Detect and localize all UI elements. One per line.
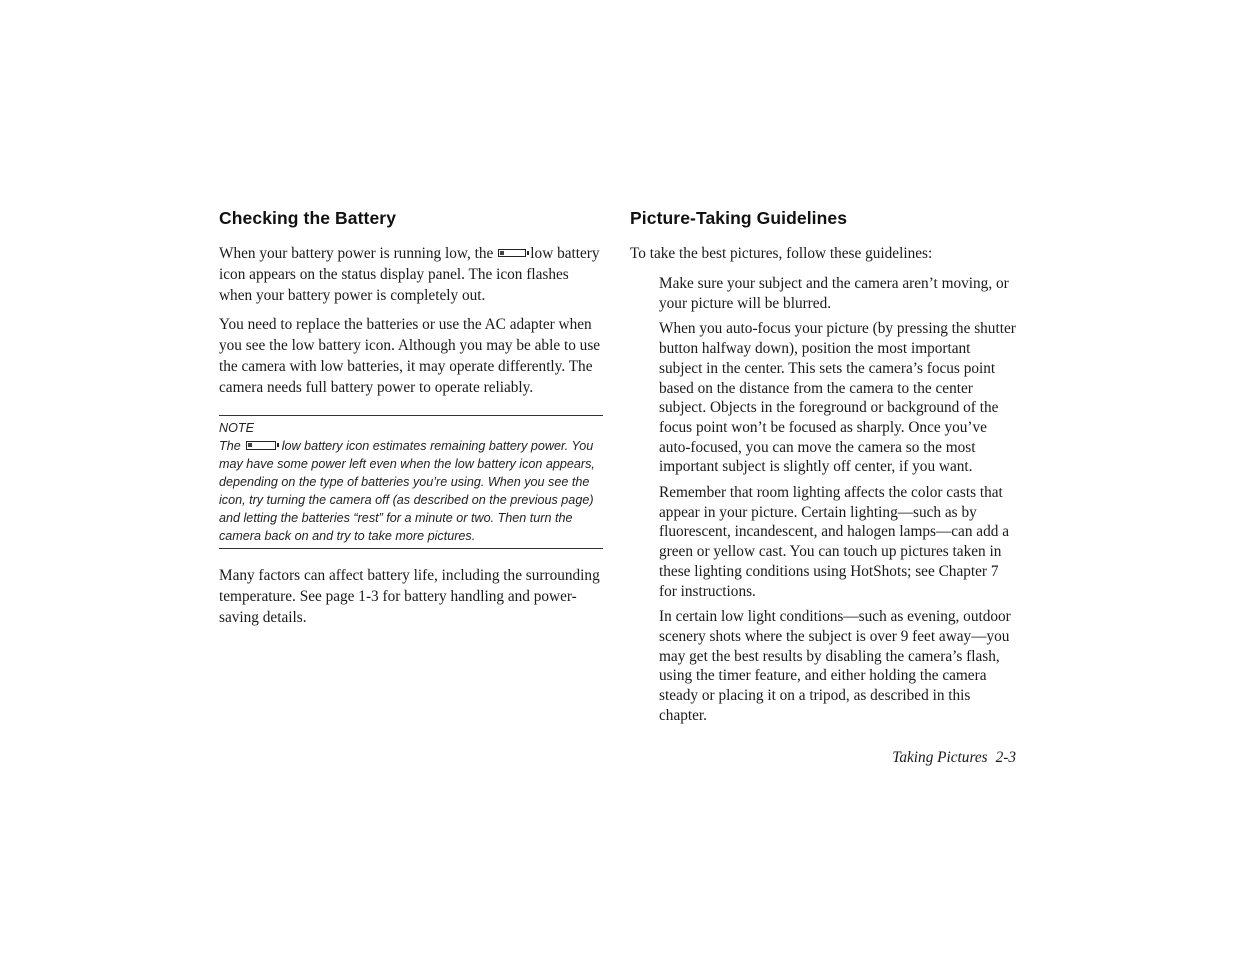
guideline-item: Remember that room lighting affects the color casts that appear in your picture. Certain lighting—such as by fluorescent, incandescent, and halogen lamps—can add a green or yellow cast. You can touch up pictures taken in these lighting conditions using HotShots; see Chapter 7 for instructions. bbox=[659, 484, 1009, 600]
battery-paragraph-1-rest: low battery icon appears on the status display panel. The icon flashes when your battery power is completely out. bbox=[219, 245, 600, 304]
guidelines-intro: To take the best pictures, follow these guidelines: bbox=[630, 245, 933, 262]
note-text-rest: low battery icon estimates remaining battery power. You may have some power left even when the low battery icon appears, depending on the type of batteries you’re using. When you see the icon, try turning the camera off (as described on the previous page) and letting the batteries “rest” for a minute or two. Then turn the camera back on and try to take more pictures. bbox=[219, 439, 595, 543]
guideline-item: Make sure your subject and the camera aren’t moving, or your picture will be blurred. bbox=[659, 275, 1009, 312]
note-box bbox=[219, 415, 603, 549]
low-battery-icon bbox=[246, 441, 276, 450]
footer-page-number: 2-3 bbox=[995, 749, 1016, 766]
note-text-lead: The bbox=[219, 439, 241, 453]
battery-paragraph-1 bbox=[219, 243, 603, 306]
battery-paragraph-2: You need to replace the batteries or use the AC adapter when you see the low battery icon. Although you may be able to use the camera with low batteries, it may operate differently. The camera needs full battery power to operate reliably. bbox=[219, 316, 601, 396]
battery-paragraph-1-lead: When your battery power is running low, the bbox=[219, 245, 494, 262]
section-heading-picture-guidelines: Picture-Taking Guidelines bbox=[630, 208, 848, 228]
right-column bbox=[630, 208, 1017, 731]
section-heading-checking-battery: Checking the Battery bbox=[219, 208, 397, 228]
note-label: NOTE bbox=[219, 421, 254, 435]
footer-chapter-title: Taking Pictures bbox=[892, 749, 988, 766]
low-battery-icon bbox=[498, 249, 526, 257]
battery-paragraph-3: Many factors can affect battery life, including the surrounding temperature. See page 1-3 for battery handling and power-saving details. bbox=[219, 567, 600, 626]
note-text bbox=[219, 437, 603, 545]
left-column bbox=[219, 208, 603, 636]
guideline-item: When you auto-focus your picture (by pressing the shutter button halfway down), position the most important subject in the center. This sets the camera’s focus point based on the distance from the camera to the center subject. Objects in the foreground or background of the focus point won’t be focused as sharply. Once you’ve auto-focused, you can move the camera so the most important subject is slightly off center, if you want. bbox=[659, 320, 1016, 476]
guideline-item: In certain low light conditions—such as evening, outdoor scenery shots where the subject is over 9 feet away—you may get the best results by disabling the camera’s flash, using the timer feature, and either holding the camera steady or placing it on a tripod, as described in this chapter. bbox=[659, 608, 1011, 724]
page-footer bbox=[892, 749, 1016, 767]
